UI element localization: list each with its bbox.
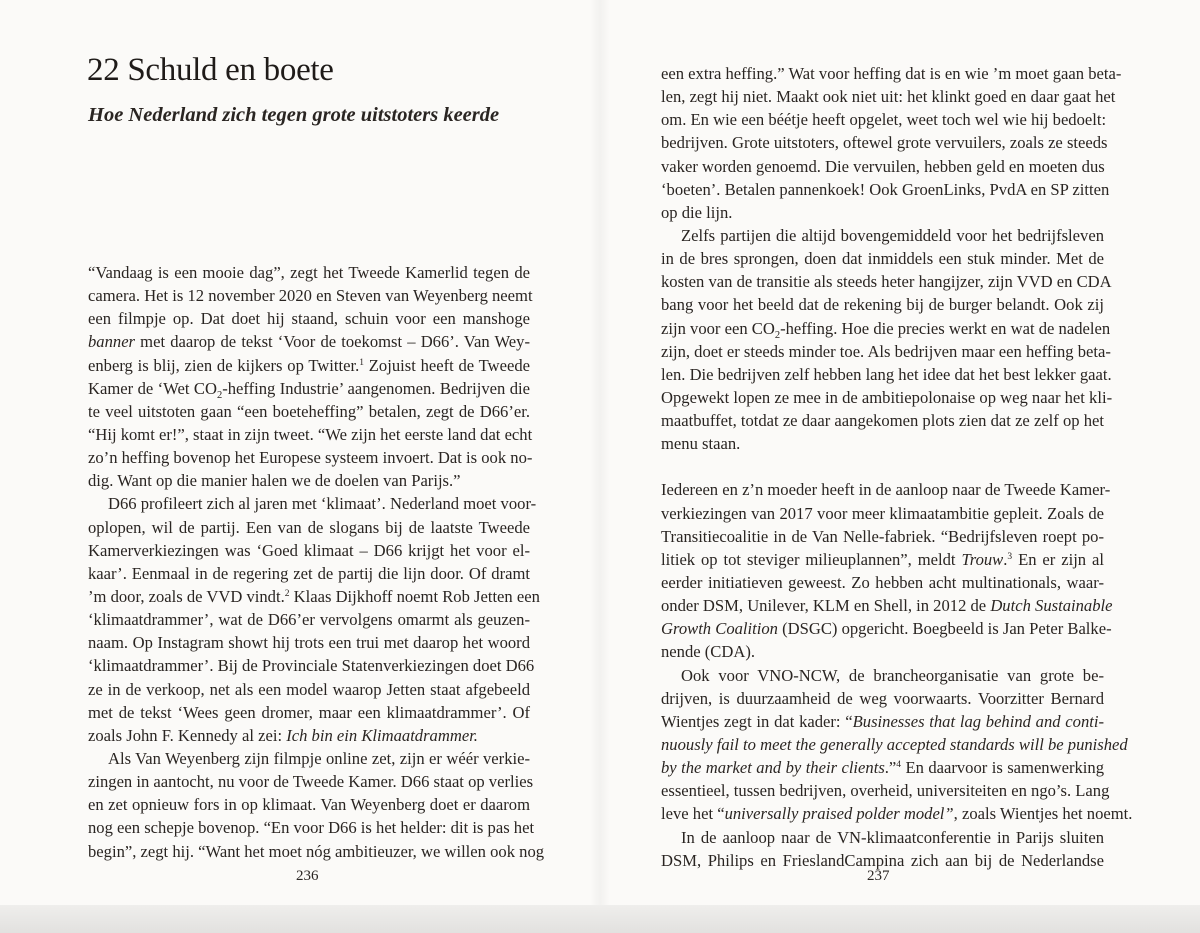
text-line: kosten van de transitie als steeds heter hangijzer, zijn VVD en CDA	[661, 272, 1112, 292]
text-line: eerder initiatieven geweest. Zo hebben acht multinationals, waar-	[661, 572, 1104, 592]
text-line: menu staan.	[661, 434, 741, 454]
text-line: len. Die bedrijven zelf hebben lang het idee dat het best lekker gaat.	[661, 364, 1112, 384]
page-number: 237	[867, 868, 890, 884]
italic-term: banner	[88, 332, 136, 352]
text-line: naam. Op Instagram showt hij trots een trui met daarop het woord	[88, 633, 530, 653]
text-line: maatbuffet, totdat ze daar aangekomen plots zien dat ze zelf op het	[661, 411, 1104, 431]
text-line: dig. Want op die manier halen we de doelen van Parijs.”	[88, 471, 461, 491]
bottom-edge	[0, 905, 1200, 933]
text-line: en zet opnieuw fors in op klimaat. Van Weyenberg doet er daarom	[88, 795, 530, 815]
text-line: D66 profileert zich al jaren met ‘klimaat’. Nederland moet voor-	[108, 494, 537, 514]
right-page-body	[661, 62, 1133, 872]
text-line: op die lijn.	[661, 202, 733, 222]
text-line: Opgewekt lopen ze mee in de ambitiepolonaise op weg naar het kli-	[661, 387, 1113, 407]
text-line: kaar’. Eenmaal in de regering zet de partij die lijn door. Of dramt	[88, 563, 530, 583]
text-line: Kamerverkiezingen was ‘Goed klimaat – D66 krijgt het voor el-	[88, 540, 530, 560]
text-line: “Vandaag is een mooie dag”, zegt het Tweede Kamerlid tegen de	[88, 263, 530, 282]
footnote-marker: 3	[1007, 551, 1013, 562]
italic-term: Growth Coalition	[661, 619, 778, 639]
text-line: Als Van Weyenberg zijn filmpje online zet, zijn er wéér verkie-	[108, 748, 530, 768]
italic-quote: Businesses that lag behind and conti-	[852, 711, 1104, 731]
text-line: verkiezingen van 2017 voor meer klimaatambitie gepleit. Zoals de	[661, 503, 1104, 523]
italic-quote: nuously fail to meet the generally accepted standards will be punished	[661, 734, 1128, 754]
text-line: in de bres sprongen, doen dat inmiddels een stuk minder. Met de	[661, 249, 1104, 269]
text-line: zingen in aantocht, nu voor de Tweede Kamer. D66 staat op verlies	[88, 772, 534, 792]
text-line: met de tekst ‘Wees geen dromer, maar een klimaatdrammer’. Of	[88, 702, 530, 722]
text-line: nende (CDA).	[661, 642, 756, 662]
text-line: leve het “universally praised polder model”, zoals Wientjes het noemt.	[661, 804, 1133, 824]
text-line: begin”, zegt hij. “Want het moet nóg ambitieuzer, we willen ook nog	[88, 841, 545, 861]
text-line: onder DSM, Unilever, KLM en Shell, in 2012 de Dutch Sustainable	[661, 596, 1113, 616]
text-line: len, zegt hij niet. Maakt ook niet uit: het klinkt goed en daar gaat het	[661, 87, 1116, 107]
subscript: 2	[774, 329, 781, 341]
text-line: Zelfs partijen die altijd bovengemiddeld voor het bedrijfsleven	[681, 225, 1104, 245]
text-line: Growth Coalition (DSGC) opgericht. Boegbeeld is Jan Peter Balke-	[661, 619, 1112, 639]
text-line: “Hij komt er!”, staat in zijn tweet. “We zijn het eerste land dat echt	[88, 424, 533, 444]
text-line: In de aanloop naar de VN-klimaatconferentie in Parijs sluiten	[681, 827, 1104, 847]
text-line: een extra heffing.” Wat voor heffing dat is en wie ’m moet gaan beta-	[661, 64, 1122, 83]
text-line: DSM, Philips en FrieslandCampina zich aan bij de Nederlandse	[661, 850, 1104, 870]
text-line: zijn, doet er steeds minder toe. Als bedrijven maar een heffing beta-	[661, 341, 1111, 361]
subscript: 2	[216, 389, 223, 401]
text-line: by the market and by their clients.”$^4$ En daarvoor is samenwerking	[661, 758, 1104, 778]
right-page	[600, 0, 1200, 905]
text-line: bang voor het beeld dat de rekening bij de burger belandt. Ook zij	[661, 295, 1104, 315]
text-line: Ook voor VNO-NCW, de brancheorganisatie van grote be-	[681, 665, 1104, 685]
text-line: ze in de verkoop, net als een model waarop Jetten staat afgebeeld	[88, 679, 530, 699]
chapter-title: 22 Schuld en boete	[87, 52, 334, 88]
left-page	[0, 0, 600, 905]
italic-term: Dutch Sustainable	[990, 596, 1113, 616]
footnote-marker: 2	[284, 588, 290, 599]
footnote-marker: 1	[359, 357, 365, 368]
text-line: vaker worden genoemd. Die vervuilen, hebben geld en moeten dus	[661, 156, 1105, 176]
text-line: ‘klimaatdrammer’. Bij de Provinciale Statenverkiezingen doet D66	[88, 656, 535, 676]
text-line: te veel uitstoten gaan “een boeteheffing” betalen, zegt de D66’er.	[88, 401, 530, 421]
text-line: ‘boeten’. Betalen pannenkoek! Ook GroenLinks, PvdA en SP zitten	[661, 179, 1110, 199]
page-number: 236	[296, 868, 319, 884]
text-line: Wientjes zegt in dat kader: “Businesses that lag behind and conti-	[661, 711, 1104, 731]
text-line: essentieel, tussen bedrijven, overheid, universiteiten en ngo’s. Lang	[661, 781, 1110, 801]
italic-quote: universally praised polder model”	[724, 804, 954, 824]
italic-quote: Ich bin ein Klimaatdrammer.	[286, 725, 478, 745]
text-line: oplopen, wil de partij. Een van de slogans bij de laatste Tweede	[88, 517, 530, 537]
text-line	[661, 733, 1128, 756]
italic-quote: by the market and by their clients	[661, 758, 885, 778]
text-line: enberg is blij, zien de kijkers op Twitter.$^1$ Zojuist heeft de Tweede	[88, 355, 530, 375]
footnote-marker: 4	[896, 760, 902, 771]
text-line: ‘klimaatdrammer’, wat de D66’er vervolgens omarmt als geuzen-	[88, 610, 530, 630]
chapter-subtitle: Hoe Nederland zich tegen grote uitstoters keerde	[88, 104, 500, 126]
text-line: litiek op tot steviger milieuplannen”, meldt Trouw.$^3$ En er zijn al	[661, 549, 1104, 569]
left-page-body	[88, 261, 545, 863]
text-line: banner met daarop de tekst ‘Voor de toekomst – D66’. Van Wey-	[88, 332, 530, 352]
text-line: Iedereen en z’n moeder heeft in de aanloop naar de Tweede Kamer-	[661, 480, 1111, 500]
book-gutter	[590, 0, 610, 905]
text-line: bedrijven. Grote uitstoters, oftewel grote vervuilers, zoals ze steeds	[661, 133, 1108, 153]
text-line: camera. Het is 12 november 2020 en Steven van Weyenberg neemt	[88, 286, 533, 306]
text-line: drijven, is duurzaamheid de weg voorwaarts. Voorzitter Bernard	[661, 688, 1104, 708]
text-line: zijn voor een $CO_2$-heffing. Hoe die precies werkt en wat de nadelen	[661, 318, 1111, 341]
text-line: nog een schepje bovenop. “En voor D66 is het helder: dit is pas het	[88, 818, 535, 838]
text-line: om. En wie een béétje heeft opgelet, weet toch wel wie hij bedoelt:	[661, 110, 1107, 130]
text-line: Transitiecoalitie in de Van Nelle-fabriek. “Bedrijfsleven roept po-	[661, 526, 1104, 546]
text-line: Kamer de ‘Wet $CO_2$-heffing Industrie’ aangenomen. Bedrijven die	[88, 378, 530, 401]
italic-term: Trouw	[961, 549, 1004, 569]
text-line: ’m door, zoals de VVD vindt.$^2$ Klaas Dijkhoff noemt Rob Jetten een	[88, 586, 540, 606]
text-line: zoals John F. Kennedy al zei: Ich bin ein Klimaatdrammer.	[88, 725, 478, 745]
text-line: een filmpje op. Dat doet hij staand, schuin voor een manshoge	[88, 309, 530, 329]
text-line: zo’n heffing bovenop het Europese systeem invoert. Dat is ook no-	[88, 448, 533, 468]
